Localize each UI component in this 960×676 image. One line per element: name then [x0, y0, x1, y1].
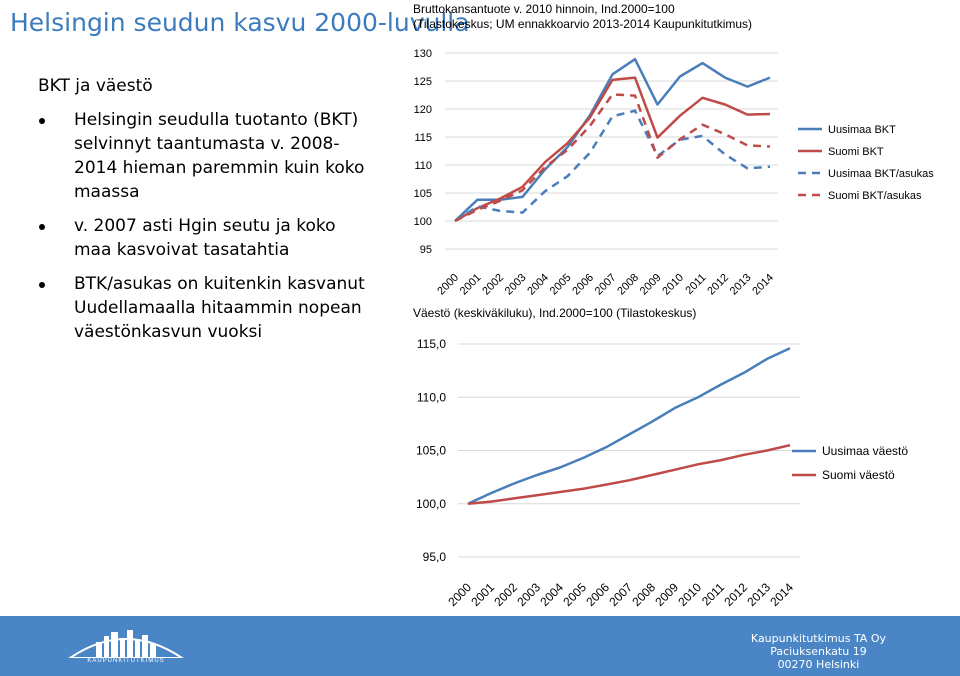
y-tick-label: 120: [413, 104, 432, 116]
company-name: Kaupunkitutkimus TA Oy: [750, 632, 886, 645]
legend-label: Uusimaa BKT/asukas: [828, 168, 934, 180]
x-tick-label: 2005: [560, 580, 590, 610]
y-tick-label: 105: [413, 188, 432, 200]
bullet-dot-icon: [39, 224, 45, 230]
bullet-dot-icon: [39, 118, 45, 124]
x-tick-label: 2000: [445, 580, 475, 610]
x-tick-label: 2004: [537, 580, 567, 610]
y-tick-label: 95,0: [422, 550, 446, 564]
y-tick-label: 100: [413, 216, 432, 228]
series-line: [468, 445, 790, 504]
x-tick-label: 2013: [727, 271, 754, 298]
chart1-subtitle-line1: Bruttokansantuote v. 2010 hinnoin, Ind.2000=100: [413, 2, 675, 16]
y-tick-label: 95: [419, 244, 432, 256]
x-tick-label: 2006: [583, 580, 613, 610]
x-tick-label: 2009: [637, 271, 664, 298]
slide-content: [38, 76, 368, 354]
legend-label: Suomi BKT/asukas: [828, 190, 922, 202]
y-tick-label: 110,0: [416, 390, 446, 405]
x-tick-label: 2003: [502, 271, 529, 298]
x-tick-label: 2011: [683, 271, 709, 297]
company-address: [751, 632, 886, 671]
y-tick-label: 115,0: [416, 337, 446, 351]
x-tick-label: 2006: [570, 271, 597, 298]
slide-title: Helsingin seudun kasvu 2000-luvulla: [10, 8, 470, 37]
series-line: [455, 59, 770, 221]
y-tick-label: 105,0: [415, 443, 446, 458]
x-tick-label: 2000: [435, 271, 462, 298]
x-tick-label: 2005: [547, 271, 574, 298]
y-tick-label: 115: [414, 132, 432, 144]
legend-label: Suomi väestö: [822, 468, 895, 482]
x-tick-label: 2004: [525, 271, 552, 298]
x-tick-label: 2014: [750, 271, 777, 298]
y-tick-label: 110: [414, 160, 432, 172]
footer-bar: [0, 616, 960, 676]
x-tick-label: 2011: [698, 580, 728, 609]
y-tick-label: 100,0: [415, 496, 446, 511]
x-tick-label: 2009: [652, 580, 682, 610]
series-line: [455, 111, 770, 221]
x-tick-label: 2013: [744, 580, 774, 610]
series-line: [455, 94, 770, 221]
legend-label: Suomi BKT: [828, 146, 884, 158]
x-tick-label: 2010: [660, 271, 687, 298]
company-logo: [66, 626, 186, 666]
y-tick-label: 125: [413, 76, 432, 88]
bullet-text: v. 2007 asti Hgin seutu ja koko maa kasvoivat tasatahtia: [74, 216, 336, 260]
section-heading: BKT ja väestö: [38, 76, 153, 96]
series-line: [455, 78, 770, 221]
bullet-item: [38, 108, 368, 204]
y-tick-label: 130: [413, 48, 432, 60]
logo-text: KAUPUNKITUTKIMUS: [87, 658, 165, 664]
company-city: 00270 Helsinki: [777, 658, 860, 671]
x-tick-label: 2001: [457, 271, 484, 298]
bullet-list: [38, 108, 368, 344]
x-tick-label: 2008: [629, 580, 659, 610]
bullet-text: Helsingin seudulla tuotanto (BKT) selvinnyt taantumasta v. 2008-2014 hieman paremmin kuin koko maassa: [74, 110, 365, 202]
bullet-dot-icon: [39, 282, 45, 288]
legend-label: Uusimaa BKT: [828, 124, 896, 136]
x-tick-label: 2002: [491, 580, 521, 610]
bullet-item: [38, 272, 368, 344]
x-tick-label: 2010: [675, 580, 705, 610]
legend-label: Uusimaa väestö: [822, 444, 909, 458]
x-tick-label: 2002: [480, 271, 507, 298]
series-line: [468, 348, 790, 504]
x-tick-label: 2007: [592, 271, 619, 298]
x-tick-label: 2012: [721, 580, 751, 610]
city-skyline-icon: [66, 626, 186, 658]
x-tick-label: 2007: [606, 580, 636, 610]
chart1-subtitle-line2: (Tilastokeskus; UM ennakkoarvio 2013-2014 Kaupunkitutkimus): [413, 17, 753, 31]
bullet-item: [38, 214, 368, 262]
chart2-subtitle: Väestö (keskiväkiluku), Ind.2000=100 (Tilastokeskus): [413, 306, 697, 320]
x-tick-label: 2008: [615, 271, 642, 298]
x-tick-label: 2014: [767, 580, 797, 610]
x-tick-label: 2012: [705, 271, 732, 298]
x-tick-label: 2001: [468, 580, 498, 610]
bullet-text: BTK/asukas on kuitenkin kasvanut Uudellamaalla hitaammin nopean väestönkasvun vuoksi: [74, 274, 365, 342]
company-street: Paciuksenkatu 19: [770, 645, 867, 658]
x-tick-label: 2003: [514, 580, 544, 610]
